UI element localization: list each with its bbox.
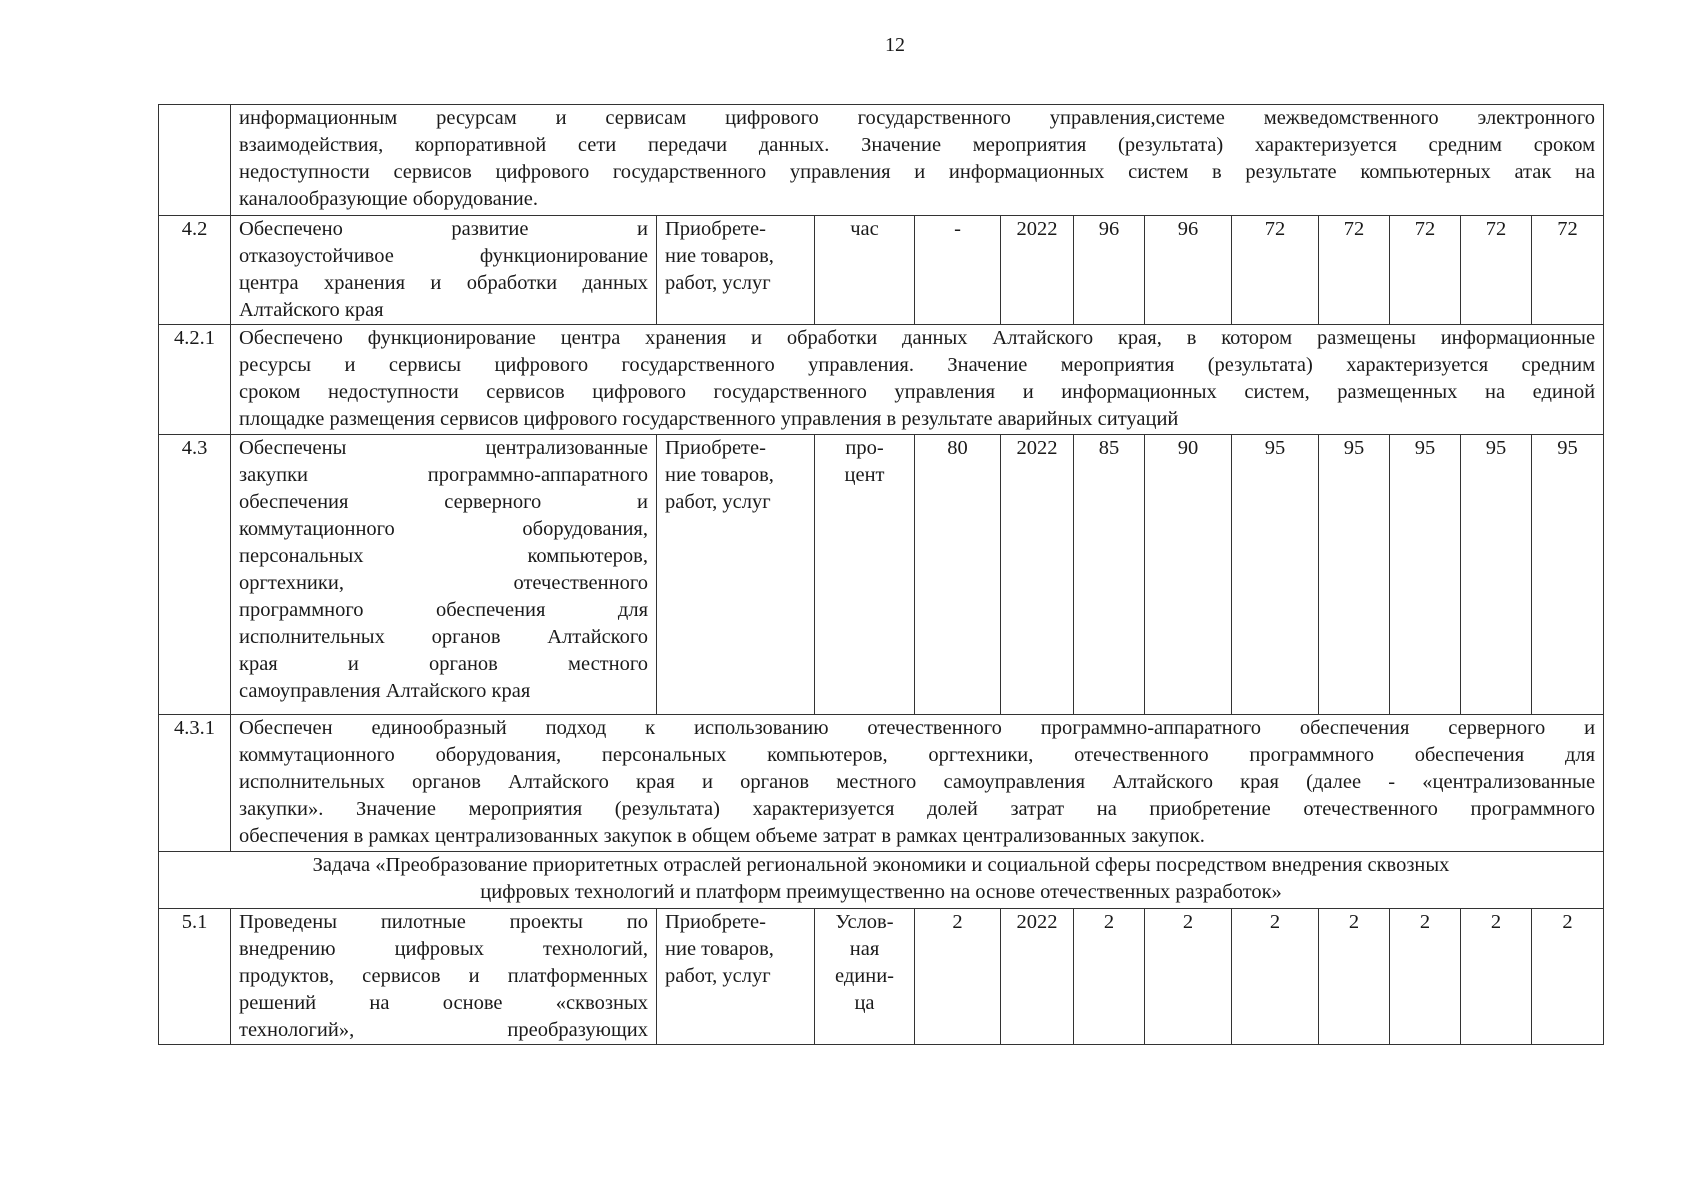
value-cell: 72 xyxy=(1390,216,1461,325)
table-row xyxy=(159,715,1604,852)
indicator-name: Проведены пилотные проекты по внедрению цифровых технологий, продуктов, сервисов и платформенных решений на основе «сквозных технологий», преобразующих xyxy=(231,909,657,1045)
result-description: информационным ресурсам и сервисам цифрового государственного управления,системе межведомственного электронного взаимодействия, корпоративной сети передачи данных. Значение мероприятия (результата) характеризуется средним сроком недоступности сервисов цифрового государственного управления и информационных систем в результате компьютерных атак на каналообразующие оборудование. xyxy=(231,105,1604,216)
value-cell: 96 xyxy=(1145,216,1232,325)
value-cell: 72 xyxy=(1532,216,1604,325)
value-cell: 2 xyxy=(1532,909,1604,1045)
base-year: 2022 xyxy=(1001,909,1074,1045)
row-number: 4.3.1 xyxy=(159,715,231,852)
indicator-name: Обеспечены централизованные закупки программно-аппаратного обеспечения серверного и коммутационного оборудования, персональных компьютеров, оргтехники, отечественного программного обеспечения для исполнительных органов Алтайского края и органов местного самоуправления Алтайского края xyxy=(231,435,657,715)
value-cell: 2 xyxy=(1145,909,1232,1045)
result-type: Приобрете- ние товаров, работ, услуг xyxy=(657,216,815,325)
table-row xyxy=(159,325,1604,435)
value-cell: 2 xyxy=(1390,909,1461,1045)
unit: про- цент xyxy=(815,435,915,715)
base-year: 2022 xyxy=(1001,435,1074,715)
value-cell: 96 xyxy=(1074,216,1145,325)
table-row xyxy=(159,216,1604,325)
value-cell: 95 xyxy=(1461,435,1532,715)
base-value: 2 xyxy=(915,909,1001,1045)
value-cell: 85 xyxy=(1074,435,1145,715)
table-row xyxy=(159,105,1604,216)
base-value: 80 xyxy=(915,435,1001,715)
value-cell: 2 xyxy=(1319,909,1390,1045)
value-cell: 95 xyxy=(1232,435,1319,715)
task-heading: Задача «Преобразование приоритетных отраслей региональной экономики и социальной сферы посредством внедрения сквозных цифровых технологий и платформ преимущественно на основе отечественных разработок» xyxy=(159,852,1604,909)
table-row xyxy=(159,435,1604,715)
value-cell: 72 xyxy=(1461,216,1532,325)
result-type: Приобрете- ние товаров, работ, услуг xyxy=(657,909,815,1045)
unit: Услов- ная едини- ца xyxy=(815,909,915,1045)
row-number: 5.1 xyxy=(159,909,231,1045)
base-value: - xyxy=(915,216,1001,325)
value-cell: 2 xyxy=(1074,909,1145,1045)
row-number: 4.2 xyxy=(159,216,231,325)
indicators-table xyxy=(158,104,1604,1045)
value-cell: 2 xyxy=(1232,909,1319,1045)
value-cell: 72 xyxy=(1319,216,1390,325)
value-cell: 95 xyxy=(1390,435,1461,715)
value-cell: 72 xyxy=(1232,216,1319,325)
table-row xyxy=(159,909,1604,1045)
result-type: Приобрете- ние товаров, работ, услуг xyxy=(657,435,815,715)
base-year: 2022 xyxy=(1001,216,1074,325)
row-number: 4.3 xyxy=(159,435,231,715)
result-description: Обеспечено функционирование центра хранения и обработки данных Алтайского края, в котором размещены информационные ресурсы и сервисы цифрового государственного управления. Значение мероприятия (результата) характеризуется средним сроком недоступности сервисов цифрового государственного управления и информационных систем, размещенных на единой площадке размещения сервисов цифрового государственного управления в результате аварийных ситуаций xyxy=(231,325,1604,435)
result-description: Обеспечен единообразный подход к использованию отечественного программно-аппаратного обеспечения серверного и коммутационного оборудования, персональных компьютеров, оргтехники, отечественного программного обеспечения для исполнительных органов Алтайского края и органов местного самоуправления Алтайского края (далее - «централизованные закупки». Значение мероприятия (результата) характеризуется долей затрат на приобретение отечественного программного обеспечения в рамках централизованных закупок в общем объеме затрат в рамках централизованных закупок. xyxy=(231,715,1604,852)
unit: час xyxy=(815,216,915,325)
page-number: 12 xyxy=(885,34,905,56)
value-cell: 2 xyxy=(1461,909,1532,1045)
row-number xyxy=(159,105,231,216)
indicator-name: Обеспечено развитие и отказоустойчивое функционирование центра хранения и обработки данных Алтайского края xyxy=(231,216,657,325)
value-cell: 90 xyxy=(1145,435,1232,715)
value-cell: 95 xyxy=(1532,435,1604,715)
value-cell: 95 xyxy=(1319,435,1390,715)
row-number: 4.2.1 xyxy=(159,325,231,435)
table-row xyxy=(159,852,1604,909)
